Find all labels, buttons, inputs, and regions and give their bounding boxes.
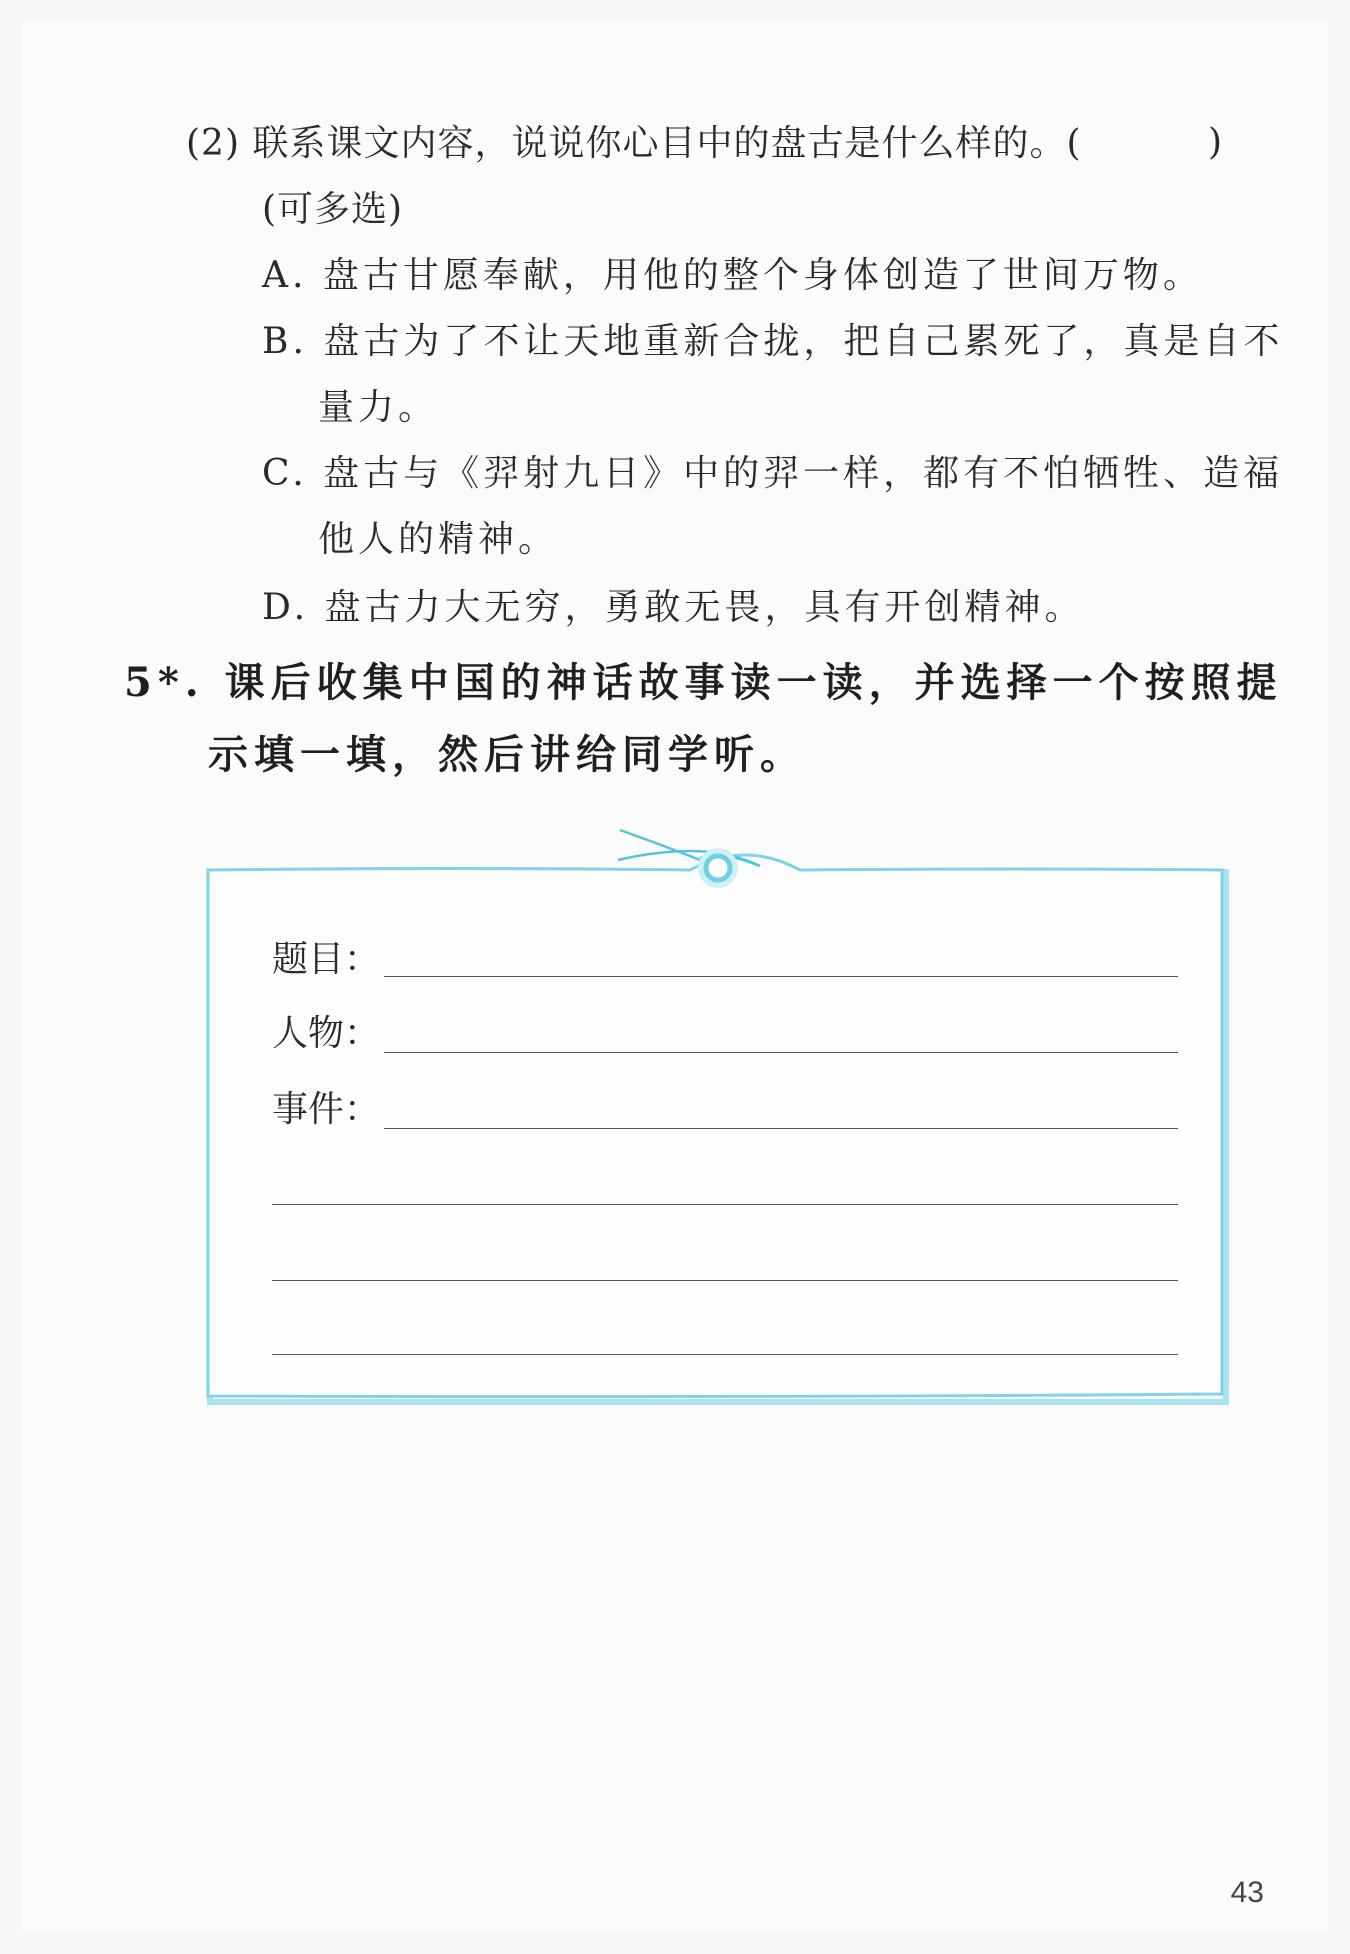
field-label-characters: 人物： [272, 1013, 381, 1054]
field-line-characters[interactable] [384, 1052, 1178, 1053]
question-2-stem [186, 122, 1081, 166]
question-2-text: (2) 联系课文内容，说说你心目中的盘古是什么样的。( [186, 123, 1082, 164]
writing-line[interactable] [272, 1204, 1178, 1205]
field-label-event: 事件： [272, 1089, 381, 1130]
option-d: D. 盘古力大无穷，勇敢无畏，具有开创精神。 [262, 587, 1085, 628]
field-line-title[interactable] [384, 976, 1178, 977]
writing-line[interactable] [272, 1280, 1178, 1281]
question-2-note: (可多选) [262, 189, 404, 230]
question-5-line-2: 示填一填，然后讲给同学听。 [208, 731, 806, 778]
option-b-continued: 量力。 [318, 387, 439, 428]
option-a: A. 盘古甘愿奉献，用他的整个身体创造了世间万物。 [262, 255, 1203, 296]
option-c-continued: 他人的精神。 [318, 519, 559, 560]
answer-paren-close: ) [1208, 122, 1223, 163]
page-number: 43 [1230, 1876, 1264, 1909]
option-c: C. 盘古与《羿射九日》中的羿一样，都有不怕牺牲、造福 [262, 453, 1284, 494]
field-line-event[interactable] [384, 1128, 1178, 1129]
option-b: B. 盘古为了不让天地重新合拢，把自己累死了，真是自不 [262, 321, 1284, 362]
question-5-line-1: 5*. 课后收集中国的神话故事读一读，并选择一个按照提 [124, 659, 1283, 706]
tag-eyelet [706, 856, 730, 880]
writing-line[interactable] [272, 1354, 1178, 1355]
field-label-title: 题目： [272, 939, 381, 980]
